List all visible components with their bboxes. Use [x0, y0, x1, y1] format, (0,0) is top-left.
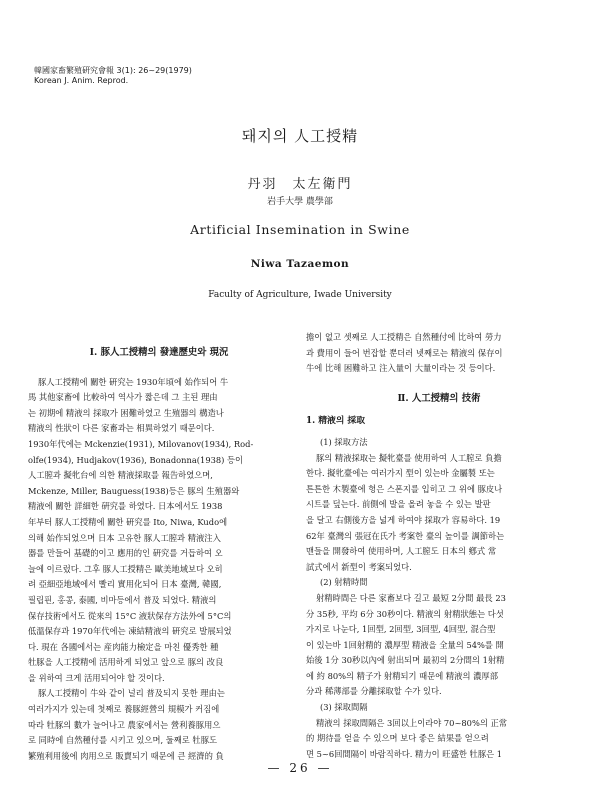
text-line: 가지로 나눈다, 1回型, 2回型, 3回型, 4回型, 混合型	[306, 624, 496, 635]
journal-citation: 韓國家畜繁殖硏究會報 3(1): 26~29(1979)	[34, 66, 192, 75]
text-line: 牛에 比해 困難하고 注入量이 大量이라는 것 등이다.	[306, 363, 496, 374]
text-line: 繁殖利用後에 肉用으로 販賣되기 때문에 큰 經濟的 負	[28, 750, 224, 761]
text-line: 면 5~6回間隔이 바람직하다. 精力이 旺盛한 牡豚은 1	[306, 748, 503, 759]
text-line: 馬 其他家畜에 比較하여 역사가 짧은데 그 主된 理由	[28, 392, 218, 403]
text-line: 豚人工授精에 關한 硏究는 1930年頃에 始作되어 牛	[37, 376, 229, 387]
section-heading-history: Ⅰ. 豚人工授精의 發達歷史와 現況	[89, 347, 229, 358]
paragraph-interval	[306, 716, 572, 763]
text-line: 試式에서 新型이 考案되었다.	[306, 561, 412, 572]
text-line: 分 35秒, 平均 6分 30秒이다. 精液의 射精狀態는 다섯	[306, 608, 504, 619]
text-line: 牡豚을 人工授精에 活用하게 되었고 앞으로 豚의 改良	[28, 657, 224, 668]
text-line: 맨들을 開發하여 使用하며, 人工膣도 日本의 鄕式 常	[306, 546, 497, 557]
text-line: 튼튼한 木製臺에 헝은 스폰지를 입히고 그 위에 豚皮나	[306, 483, 503, 494]
text-line: 을 달고 右側後方을 넓게 하여야 採取가 容易하다. 19	[306, 514, 501, 525]
text-line: 을 위하여 크게 活用되어야 할 것이다.	[28, 672, 165, 683]
text-line: 精液의 性狀이 다른 家畜과는 相異하였기 때문이다.	[28, 423, 215, 434]
journal-header	[34, 66, 192, 86]
text-line: 한다. 擬牝臺에는 여러가지 型이 있는바 金屬製 또는	[306, 468, 495, 479]
page-number: — 26 —	[267, 761, 333, 775]
text-line: 人工膣과 擬牝台에 의한 精液採取를 報告하였으며,	[28, 470, 213, 481]
text-line: 精液에 關한 詳細한 硏究를 하였다. 日本에서도 1938	[28, 501, 223, 512]
text-line: 과 費用이 들어 번잡할 뿐더러 넷째로는 精液의 保存이	[306, 347, 503, 358]
text-line: Mckenze, Miller, Bauguess(1938)등은 豚의 生殖器와	[28, 485, 240, 496]
subsub-heading-ejaculation-time: (2) 射精時間	[320, 577, 368, 588]
affiliation-japanese: 岩手大學 農學部	[267, 197, 333, 207]
paragraph-history	[28, 375, 290, 687]
article-title-english: Artificial Insemination in Swine	[190, 222, 410, 237]
text-line: 이 있는바 1回射精的 濃厚型 精液을 全量의 54%를 開	[306, 639, 504, 650]
text-line: 低溫保存과 1970年代에는 凍結精液의 硏究로 발展되었	[28, 626, 232, 637]
text-line: 62年 臺灣의 張冠在氏가 考案한 臺의 높이를 調節하는	[306, 530, 505, 541]
text-line: 精液의 採取間隔은 3回以上이라야 70~80%의 正常	[315, 717, 508, 728]
text-line: 시트를 덮는다. 前側에 발을 올려 놓을 수 있는 발판	[306, 499, 491, 510]
text-line: 늘에 이르렀다. 그후 豚人工授精은 歐美地域보다 오히	[28, 563, 223, 574]
subsub-heading-method: (1) 採取方法	[320, 436, 368, 447]
text-line: 필립핀, 홍콩, 泰國, 비마등에서 普及 되었다. 精液의	[28, 594, 217, 605]
text-line: 豚의 精液採取는 擬牝臺를 使用하여 人工膣로 負擔	[315, 452, 502, 463]
subsub-heading-interval: (3) 採取間隔	[320, 702, 368, 713]
text-line: 始後 1分 30秒以內에 射出되며 最初의 2分間의 1射精	[306, 655, 505, 666]
article-title-korean: 돼지의 人工授精	[241, 127, 359, 145]
author-name-japanese: 丹羽 太左衛門	[247, 177, 353, 192]
journal-name-en: Korean J. Anim. Reprod.	[34, 76, 129, 85]
section-heading-technique: Ⅱ. 人工授精의 技術	[397, 392, 481, 404]
text-line: 의해 始作되었으며 日本 고유한 豚人工膣과 精液注入	[28, 532, 221, 543]
text-line: 器를 만들어 基礎的이고 應用的인 硏究를 거듭하여 오	[28, 548, 223, 559]
paragraph-limitations	[28, 686, 290, 764]
text-line: 1930年代에는 Mckenzie(1931), Milovanov(1934), Rod-	[28, 438, 254, 449]
paragraph-limitations-cont	[306, 330, 572, 377]
right-column	[306, 330, 572, 762]
text-line: 年부터 豚人工授精에 關한 硏究를 Ito, Niwa, Kudo에	[28, 516, 228, 527]
text-line: 豚人工授精이 牛와 같이 널리 普及되지 못한 理由는	[37, 688, 225, 699]
text-line: 擔이 없고 셋째로 人工授精은 自然種付에 比하여 勞力	[306, 332, 502, 342]
text-line: 다. 現在 各國에서는 産肉能力檢定을 마친 優秀한 種	[28, 641, 219, 652]
paragraph-method	[306, 451, 572, 576]
text-line: 射精時間은 다른 家畜보다 길고 最短 2分間 最長 23	[315, 592, 506, 603]
text-line: olfe(1934), Hudjakov(1936), Bonadonna(1938) 등이	[28, 454, 244, 465]
text-line: 는 初期에 精液의 採取가 困難하였고 生殖器의 構造나	[28, 407, 224, 418]
text-line: 려 亞細亞地域에서 빨리 實用化되어 日本 臺灣, 韓國,	[28, 579, 222, 590]
text-line: 分과 稀薄部를 分離採取할 수가 있다.	[306, 686, 442, 697]
text-line: 따라 牡豚의 數가 늘어나고 農家에서는 營利養豚用으	[28, 719, 221, 730]
subsection-heading-collection: 1. 精液의 採取	[306, 416, 365, 427]
paragraph-ejaculation-time	[306, 591, 572, 700]
affiliation-english: Faculty of Agriculture, Iwade University	[208, 290, 392, 300]
text-line: 保存技術에서도 從來의 15°C 液狀保存方法外에 5°C의	[28, 610, 232, 621]
text-line: 여러가지가 있는데 첫째로 養豚經營의 規模가 커짐에	[28, 704, 220, 715]
left-column	[28, 345, 290, 764]
author-name-english: Niwa Tazaemon	[250, 258, 350, 270]
text-line: 에 約 80%의 精子가 射精되기 때문에 精液의 濃厚部	[306, 670, 499, 681]
text-line: 的 期待를 얻을 수 있으며 보다 좋은 結果를 얻으려	[306, 733, 489, 744]
text-line: 로 同時에 自然種付를 시키고 있으며, 둘째로 牡豚도	[28, 735, 218, 746]
